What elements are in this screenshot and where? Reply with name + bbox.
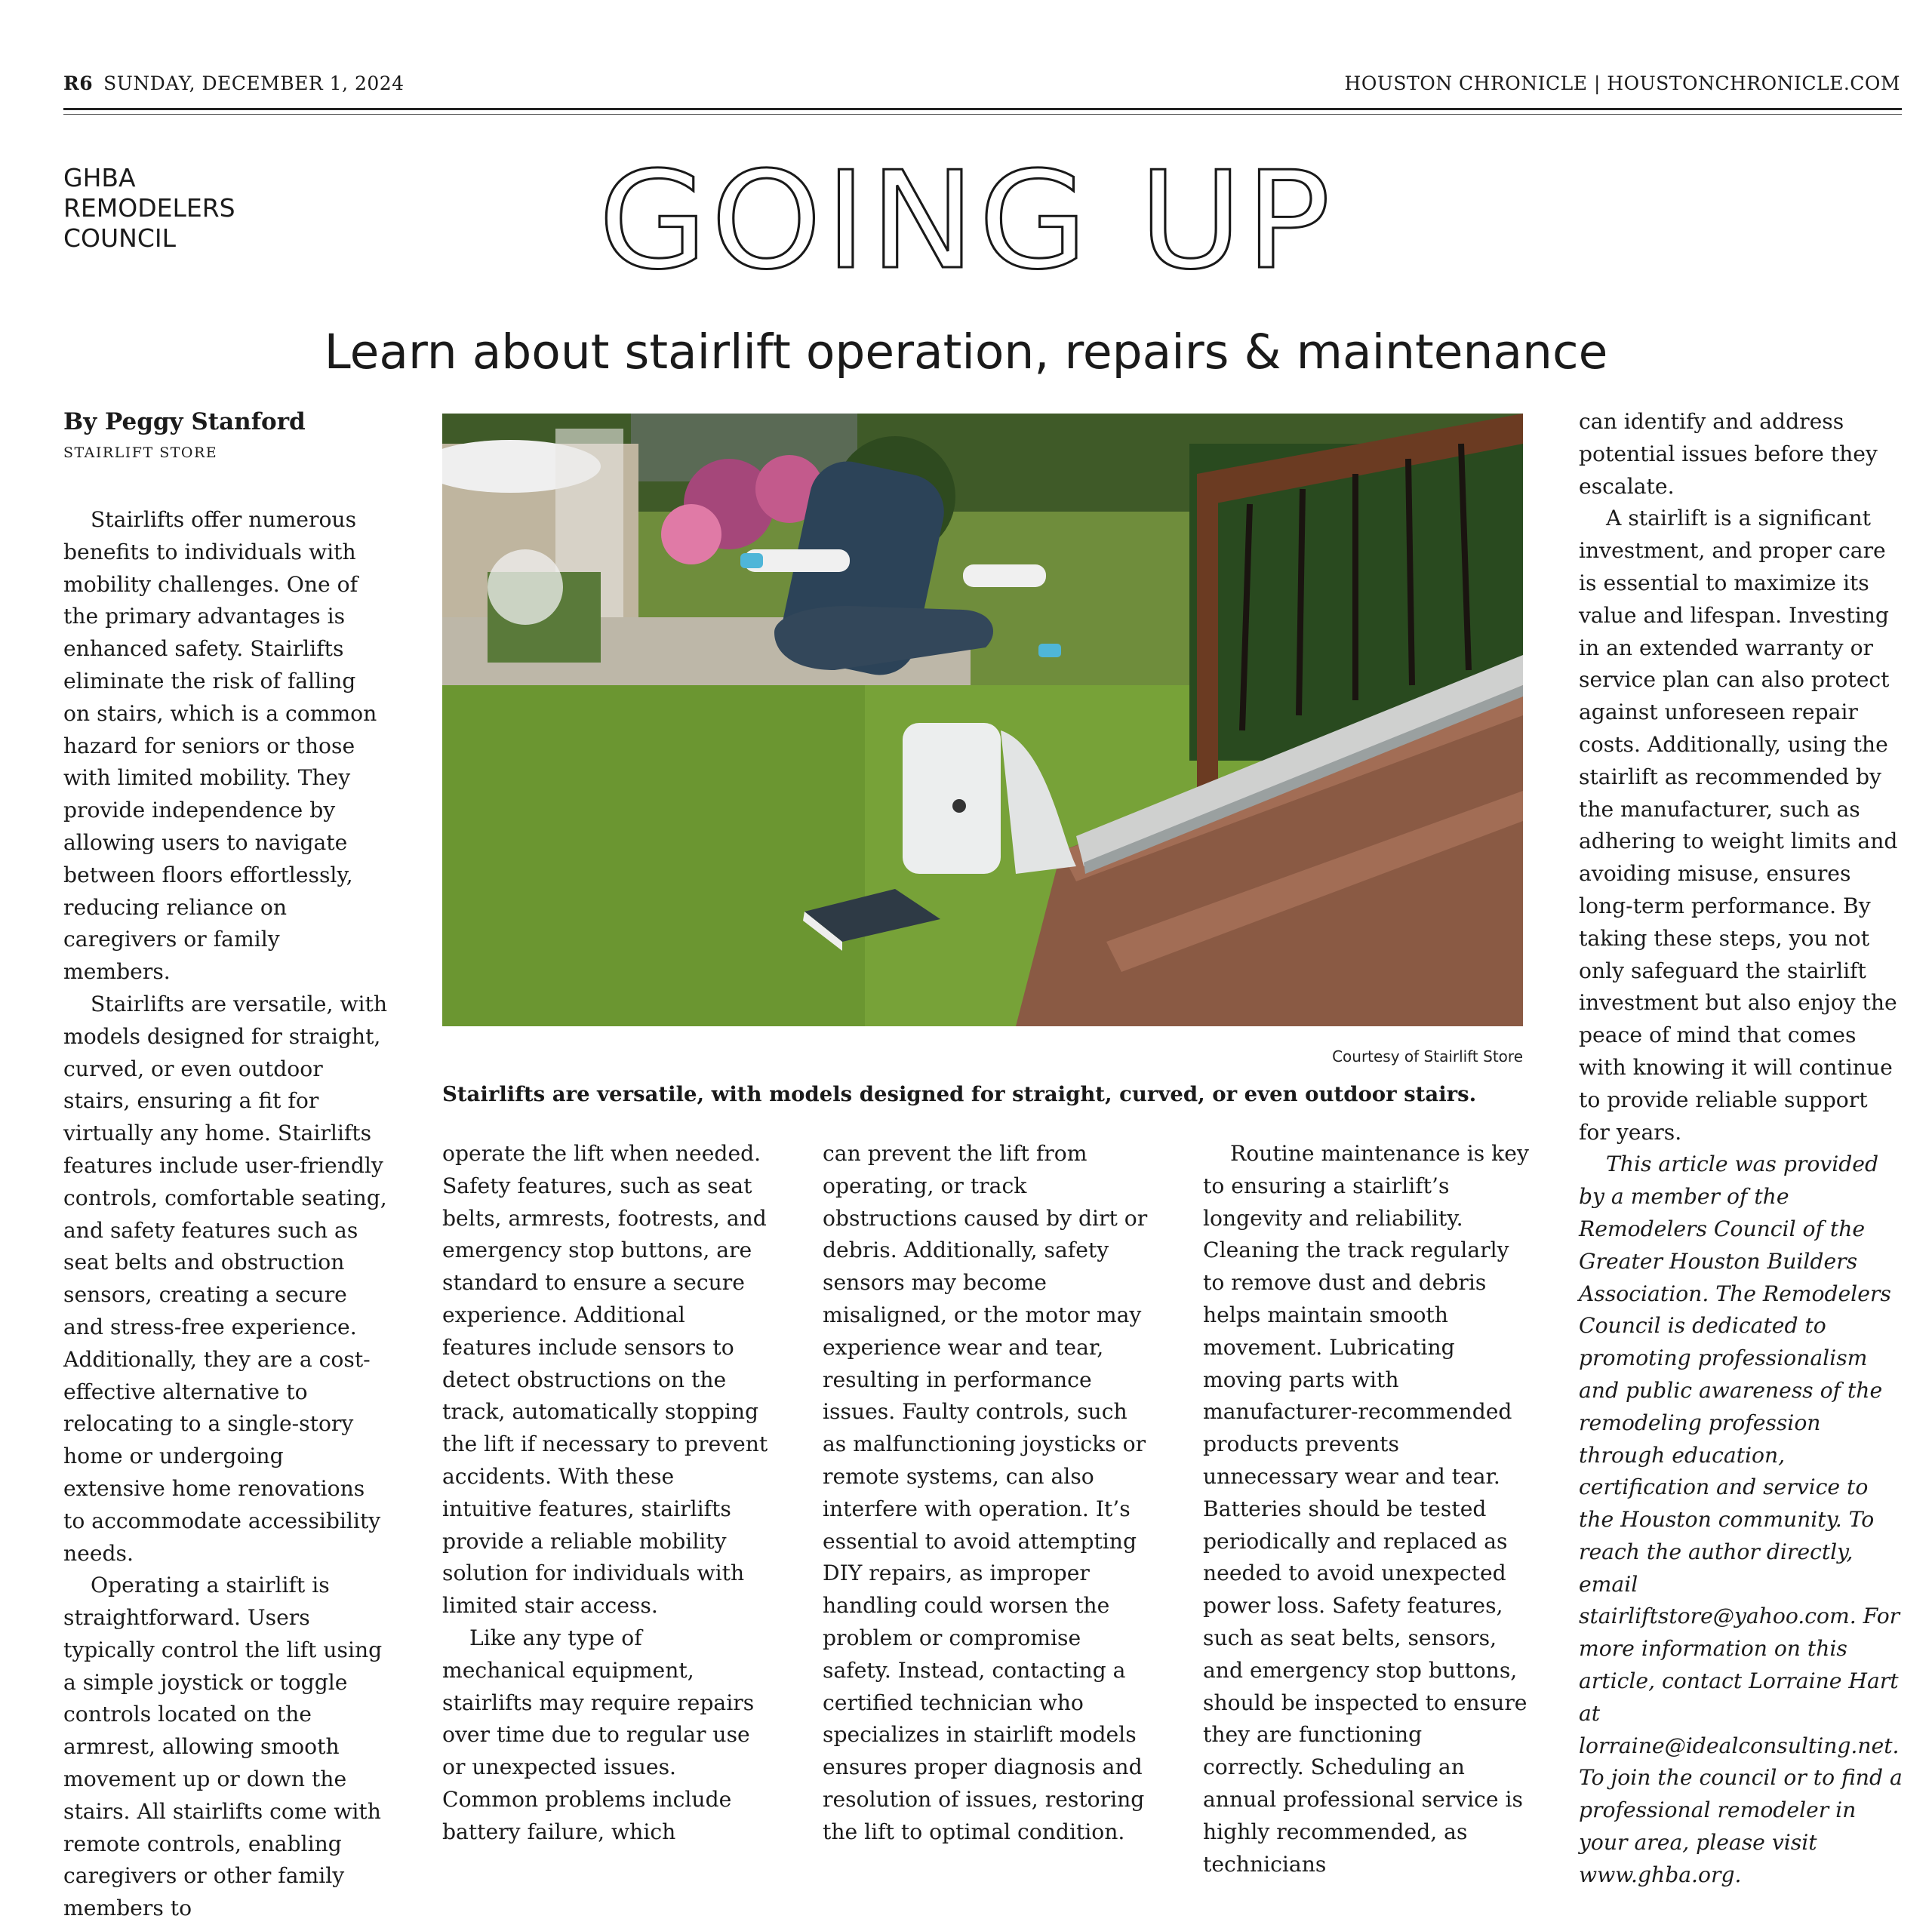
paragraph: can prevent the lift from operating, or track obstructions caused by dirt or debris. Additionally, safety sensors may become misaligned, or the motor may experience wear and tear, resulting in performance issues. Faulty controls, such as malfunctioning joysticks or remote systems, can also interfere with operation. It’s essential to avoid attempting DIY repairs, as improper handling could worsen the problem or compromise safety. Instead, contacting a certified technician who specializes in stairlift models ensures proper diagnosis and resolution of issues, restoring the lift to optimal condition.	[823, 1141, 1148, 1844]
article-column-1	[63, 504, 388, 1925]
header-rule-thin	[63, 114, 1902, 115]
byline: By Peggy Stanford	[63, 408, 306, 435]
subheadline: Learn about stairlift operation, repairs & maintenance	[324, 324, 1608, 380]
byline-affiliation: STAIRLIFT STORE	[63, 444, 218, 461]
section-label-line: COUNCIL	[63, 223, 177, 253]
section-label-line: REMODELERS	[63, 193, 235, 223]
photo-credit: Courtesy of Stairlift Store	[1332, 1047, 1523, 1066]
headline	[0, 142, 1932, 300]
paragraph: Stairlifts offer numerous benefits to individuals with mobility challenges. One of the primary advantages is enhanced safety. Stairlifts eliminate the risk of falling on stairs, which is a common hazard for seniors or those with limited mobility. They provide independence by allowing users to navigate between floors effortlessly, reducing reliance on caregivers or family members.	[63, 507, 377, 985]
stairlift-illustration	[442, 414, 1523, 1026]
paragraph: can identify and address potential issues before they escalate.	[1579, 409, 1878, 499]
newspaper-name: HOUSTON CHRONICLE | HOUSTONCHRONICLE.COM	[1344, 72, 1900, 94]
header-rule	[63, 108, 1902, 110]
paragraph: Routine maintenance is key to ensuring a stairlift’s longevity and reliability. Cleaning the track regularly to remove dust and debris helps maintain smooth movement. Lubricating moving parts with manufacturer-recommended products prevents unnecessary wear and tear. Batteries should be tested periodically and replaced as needed to avoid unexpected power loss. Safety features, such as seat belts, sensors, and emergency stop buttons, should be inspected to ensure they are functioning correctly. Scheduling an annual professional service is highly recommended, as technicians	[1203, 1141, 1529, 1877]
photo-caption: Stairlifts are versatile, with models designed for straight, curved, or even outdoor stairs.	[442, 1082, 1477, 1106]
article-column-5	[1579, 406, 1903, 1892]
paragraph: Operating a stairlift is straightforward. Users typically control the lift using a simple joystick or toggle controls located on the armrest, allowing smooth movement up or down the stairs. All stairlifts come with remote controls, enabling caregivers or other family members to	[63, 1573, 383, 1921]
folio-left	[63, 72, 405, 94]
issue-date: SUNDAY, DECEMBER 1, 2024	[103, 72, 405, 94]
author-tagline: This article was provided by a member of the Remodelers Council of the Greater Houston Builders Association. The Remodelers Council is dedicated to promoting professionalism and public awareness of the remodeling profession through education, certification and service to the Houston community. To reach the author directly, email stairliftstore@yahoo.com. For more information on this article, contact Lorraine Hart at lorraine@idealconsulting.net. To join the council or to find a professional remodeler in your area, please visit www.ghba.org.	[1579, 1152, 1903, 1887]
headline-text: GOING UP	[598, 143, 1334, 299]
article-column-2	[442, 1138, 768, 1849]
paragraph: Stairlifts are versatile, with models designed for straight, curved, or even outdoor stairs, ensuring a fit for virtually any home. Stairlifts features include user-friendly controls, comfortable seating, and safety features such as seat belts and obstruction sensors, creating a secure and stress-free experience. Additionally, they are a cost-effective alternative to relocating to a single-story home or undergoing extensive home renovations to accommodate accessibility needs.	[63, 991, 388, 1566]
article-column-3	[823, 1138, 1149, 1849]
paragraph: operate the lift when needed. Safety features, such as seat belts, armrests, footrests, and emergency stop buttons, are standard to ensure a secure experience. Additional features include sensors to detect obstructions on the track, automatically stopping the lift if necessary to prevent accidents. With these intuitive features, stairlifts provide a reliable mobility solution for individuals with limited stair access.	[442, 1141, 768, 1619]
paragraph: A stairlift is a significant investment, and proper care is essential to maximize its value and lifespan. Investing in an extended warranty or service plan can also protect against unforeseen repair costs. Additionally, using the stairlift as recommended by the manufacturer, such as adhering to weight limits and avoiding misuse, ensures long-term performance. By taking these steps, you not only safeguard the stairlift investment but also enjoy the peace of mind that comes with knowing it will continue to provide reliable support for years.	[1579, 506, 1898, 1145]
stairlift-photo	[442, 414, 1523, 1026]
paragraph: Like any type of mechanical equipment, stairlifts may require repairs over time due to regular use or unexpected issues. Common problems include battery failure, which	[442, 1625, 755, 1844]
article-column-4	[1203, 1138, 1529, 1880]
section-label-line: GHBA	[63, 163, 136, 192]
page-number: R6	[63, 72, 94, 94]
